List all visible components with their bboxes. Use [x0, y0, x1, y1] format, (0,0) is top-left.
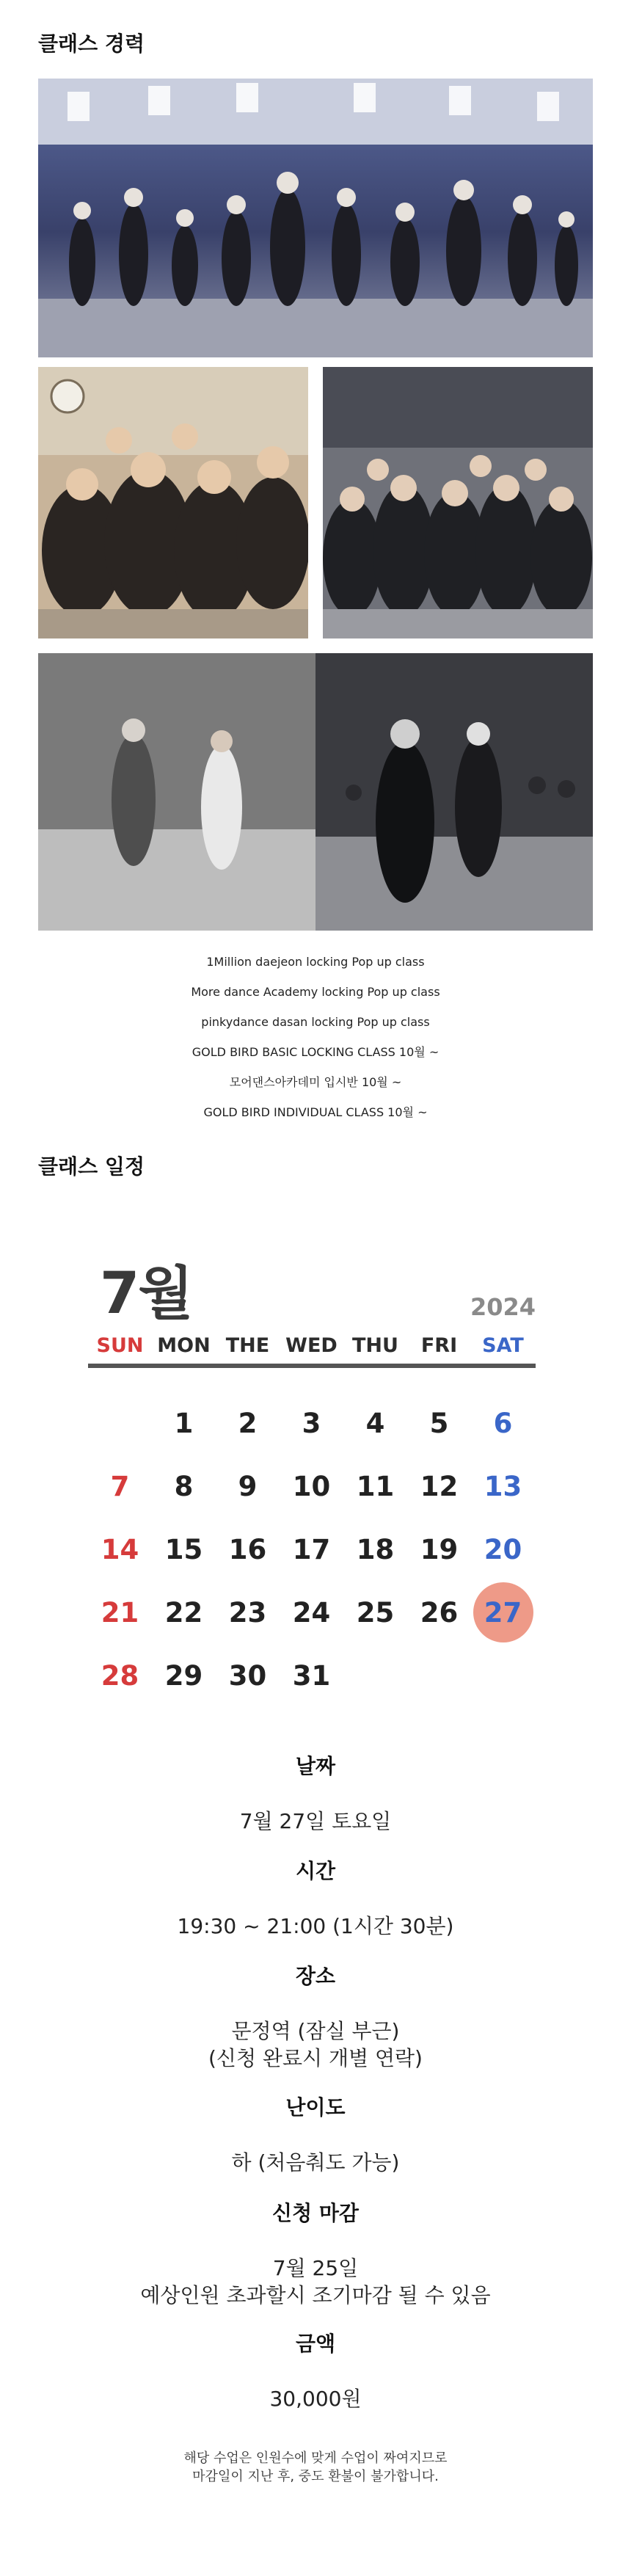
- calendar-day-number: 5: [429, 1407, 449, 1439]
- calendar-day: [152, 1471, 216, 1502]
- calendar-day: [343, 1471, 407, 1502]
- calendar-day-number: 28: [101, 1659, 139, 1692]
- calendar-week-row: [88, 1644, 536, 1707]
- place-section: [0, 1960, 631, 2072]
- refund-notice: [0, 2449, 631, 2486]
- calendar-day: [471, 1534, 535, 1565]
- calendar-weekday-header: [88, 1334, 536, 1357]
- time-section: [0, 1855, 631, 1940]
- calendar-day-number: 9: [238, 1470, 258, 1502]
- price-value: 30,000원: [269, 2387, 362, 2411]
- history-item: 1Million daejeon locking Pop up class: [206, 955, 425, 969]
- price-section: [0, 2328, 631, 2412]
- calendar-divider: [88, 1364, 536, 1368]
- date-label: 날짜: [295, 1754, 336, 1778]
- calendar-day-number: 17: [292, 1533, 331, 1565]
- calendar-day: [152, 1534, 216, 1565]
- place-value: 문정역 (잠실 부근): [231, 2019, 400, 2043]
- history-item: 모어댄스아카데미 입시반 10월 ~: [229, 1075, 402, 1089]
- calendar-day: [280, 1471, 343, 1502]
- deadline-note: 예상인원 초과할시 조기마감 될 수 있음: [140, 2283, 491, 2307]
- place-note: (신청 완료시 개별 연락): [208, 2046, 423, 2070]
- calendar-day: [88, 1597, 152, 1629]
- calendar-year: 2024: [470, 1293, 536, 1321]
- calendar-day-number: 8: [174, 1470, 194, 1502]
- calendar-day-number: 23: [228, 1596, 267, 1629]
- calendar-day: [216, 1597, 280, 1629]
- group-photo-2: [323, 367, 593, 638]
- level-label: 난이도: [285, 2095, 346, 2120]
- weekday-label: SUN: [96, 1334, 144, 1357]
- notice-line: 마감일이 지난 후, 중도 환불이 불가합니다.: [192, 2469, 439, 2484]
- calendar-day-number: 4: [365, 1407, 385, 1439]
- calendar-day: [471, 1471, 535, 1502]
- calendar-month: 7월: [100, 1261, 192, 1327]
- time-value: 19:30 ~ 21:00 (1시간 30분): [177, 1914, 454, 1938]
- calendar-day-number: 30: [228, 1659, 267, 1692]
- date-value: 7월 27일 토요일: [239, 1809, 392, 1833]
- calendar-day: [343, 1534, 407, 1565]
- deadline-section: [0, 2197, 631, 2309]
- class-history-list: [0, 947, 631, 1127]
- calendar-day-number: 19: [420, 1533, 459, 1565]
- calendar-day: [152, 1408, 216, 1439]
- calendar-day-number: 31: [292, 1659, 331, 1692]
- calendar-day: [407, 1597, 471, 1629]
- weekday-label: THE: [225, 1334, 270, 1357]
- calendar-day: [280, 1408, 343, 1439]
- calendar-day-number: 18: [356, 1533, 395, 1565]
- calendar-day-number: 27: [484, 1596, 522, 1629]
- calendar-day-number: 14: [101, 1533, 139, 1565]
- calendar-day-number: 21: [101, 1596, 139, 1629]
- history-item: pinkydance dasan locking Pop up class: [201, 1015, 430, 1029]
- calendar-day: [343, 1597, 407, 1629]
- calendar-day: [280, 1660, 343, 1692]
- calendar-week-row: [88, 1518, 536, 1581]
- weekday-label: SAT: [482, 1334, 524, 1357]
- calendar-day: [88, 1471, 152, 1502]
- calendar: [88, 1248, 543, 1703]
- calendar-day-number: 24: [292, 1596, 331, 1629]
- calendar-day: [407, 1408, 471, 1439]
- place-label: 장소: [295, 1964, 336, 1988]
- calendar-day: [216, 1660, 280, 1692]
- time-label: 시간: [295, 1859, 336, 1883]
- calendar-day: [88, 1534, 152, 1565]
- class-experience-title: 클래스 경력: [38, 32, 145, 56]
- calendar-day-number: 22: [164, 1596, 203, 1629]
- weekday-label: THU: [352, 1334, 398, 1357]
- calendar-day-number: 26: [420, 1596, 459, 1629]
- weekday-label: FRI: [420, 1334, 458, 1357]
- class-schedule-title: 클래스 일정: [38, 1154, 145, 1179]
- level-value: 하 (처음춰도 가능): [231, 2150, 400, 2175]
- calendar-day-number: 2: [238, 1407, 258, 1439]
- history-item: GOLD BIRD BASIC LOCKING CLASS 10월 ~: [192, 1045, 439, 1059]
- deadline-label: 신청 마감: [272, 2201, 359, 2225]
- calendar-day: [343, 1408, 407, 1439]
- calendar-day-number: 12: [420, 1470, 459, 1502]
- calendar-day: [407, 1471, 471, 1502]
- calendar-week-row: [88, 1391, 536, 1455]
- calendar-day: [280, 1597, 343, 1629]
- history-item: GOLD BIRD INDIVIDUAL CLASS 10월 ~: [203, 1105, 428, 1119]
- calendar-day-number: 29: [164, 1659, 203, 1692]
- calendar-day-number: 15: [164, 1533, 203, 1565]
- calendar-day: [471, 1408, 535, 1439]
- calendar-day-number: 10: [292, 1470, 331, 1502]
- calendar-day-number: 7: [110, 1470, 130, 1502]
- calendar-day: [152, 1660, 216, 1692]
- calendar-day: [88, 1660, 152, 1692]
- calendar-day: [216, 1408, 280, 1439]
- calendar-day-number: 25: [356, 1596, 395, 1629]
- studio-class-photo: [38, 79, 593, 357]
- calendar-day: [216, 1471, 280, 1502]
- weekday-label: MON: [157, 1334, 211, 1357]
- calendar-day-number: 1: [174, 1407, 194, 1439]
- calendar-day: [280, 1534, 343, 1565]
- group-photo-1: [38, 367, 308, 638]
- calendar-day: [152, 1597, 216, 1629]
- calendar-week-row: [88, 1581, 536, 1644]
- calendar-day: [407, 1534, 471, 1565]
- deadline-value: 7월 25일: [272, 2256, 359, 2280]
- dance-performance-photo: [38, 653, 593, 931]
- history-item: More dance Academy locking Pop up class: [191, 985, 440, 999]
- calendar-grid: [88, 1391, 536, 1707]
- calendar-day-number: 13: [484, 1470, 522, 1502]
- calendar-day: [216, 1534, 280, 1565]
- calendar-day-number: 20: [484, 1533, 522, 1565]
- price-label: 금액: [295, 2332, 336, 2356]
- weekday-label: WED: [285, 1334, 338, 1357]
- calendar-day-number: 16: [228, 1533, 267, 1565]
- level-section: [0, 2092, 631, 2176]
- calendar-day-number: 11: [356, 1470, 395, 1502]
- calendar-day-selected: [471, 1597, 535, 1629]
- notice-line: 해당 수업은 인원수에 맞게 수업이 짜여지므로: [183, 2451, 448, 2466]
- date-section: [0, 1750, 631, 1835]
- calendar-day-number: 3: [302, 1407, 321, 1439]
- calendar-week-row: [88, 1455, 536, 1518]
- calendar-day-number: 6: [493, 1407, 513, 1439]
